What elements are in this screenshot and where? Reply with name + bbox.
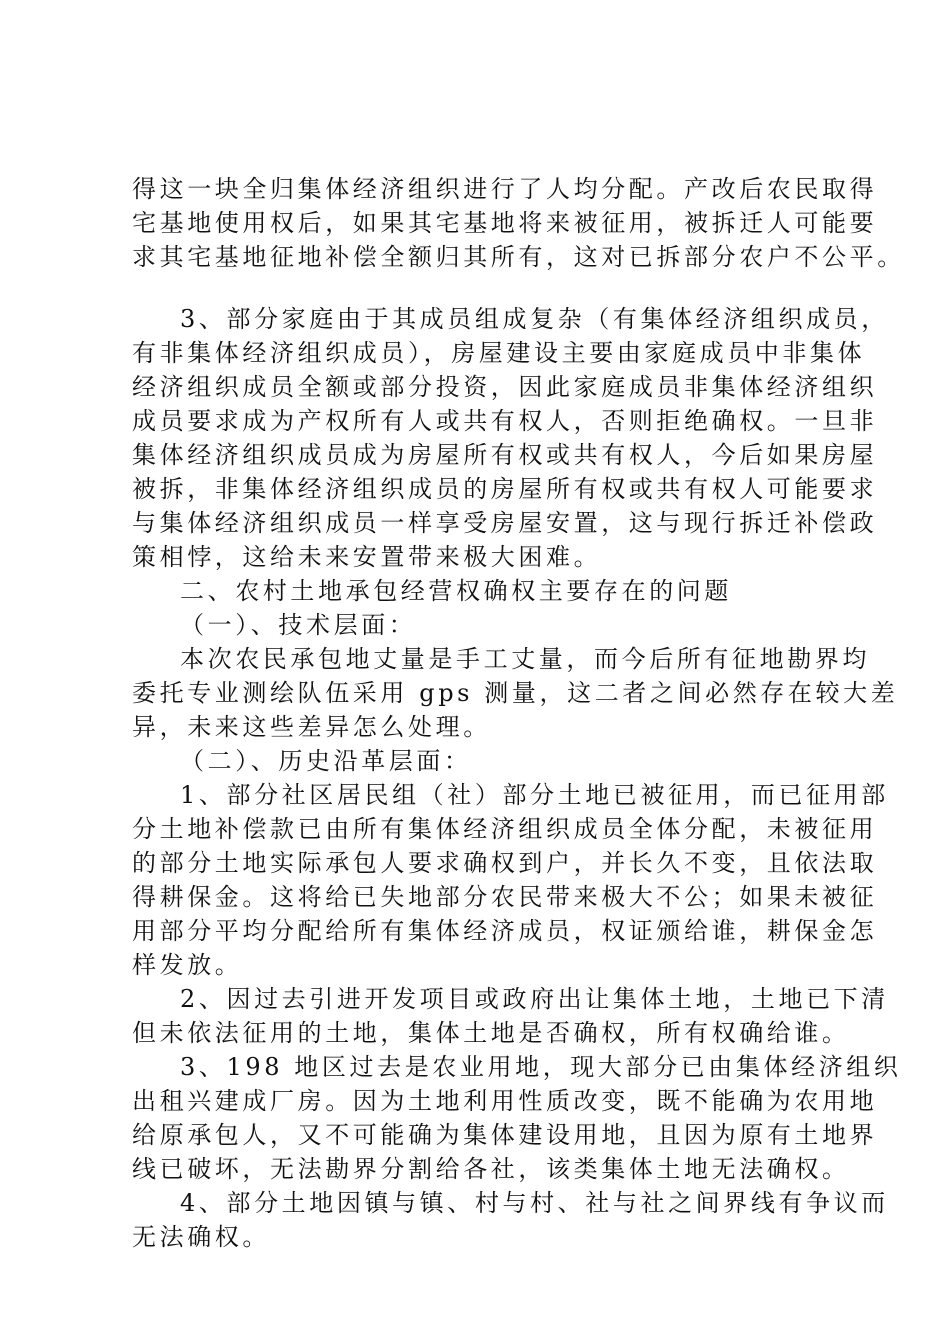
section-heading: 二、农村土地承包经营权确权主要存在的问题 [180, 577, 732, 605]
paragraph-line: 样发放。 [132, 951, 243, 979]
paragraph-line: 宅基地使用权后，如果其宅基地将来被征用，被拆迁人可能要 [132, 209, 878, 237]
paragraph-line: 3、部分家庭由于其成员组成复杂（有集体经济组织成员， [180, 305, 889, 333]
paragraph-line: 成员要求成为产权所有人或共有权人，否则拒绝确权。一旦非 [132, 407, 878, 435]
paragraph-line: 用部分平均分配给所有集体经济成员，权证颁给谁，耕保金怎 [132, 917, 878, 945]
paragraph-line: 与集体经济组织成员一样享受房屋安置，这与现行拆迁补偿政 [132, 509, 878, 537]
paragraph-line: 被拆，非集体经济组织成员的房屋所有权或共有权人可能要求 [132, 475, 878, 503]
paragraph-line: 线已破坏，无法勘界分割给各社，该类集体土地无法确权。 [132, 1155, 850, 1183]
paragraph-line: 无法确权。 [132, 1223, 270, 1251]
paragraph-line: 经济组织成员全额或部分投资，因此家庭成员非集体经济组织 [132, 373, 878, 401]
paragraph-line: 给原承包人，又不可能确为集体建设用地，且因为原有土地界 [132, 1121, 878, 1149]
paragraph-line: 有非集体经济组织成员），房屋建设主要由家庭成员中非集体 [132, 339, 866, 367]
paragraph-line: 1、部分社区居民组（社）部分土地已被征用，而已征用部 [180, 781, 889, 809]
paragraph-line: 得这一块全归集体经济组织进行了人均分配。产改后农民取得 [132, 175, 878, 203]
subsection-heading: （二）、历史沿革层面： [180, 747, 472, 775]
paragraph-line: 2、因过去引进开发项目或政府出让集体土地，土地已下清 [180, 985, 889, 1013]
paragraph-line: 本次农民承包地丈量是手工丈量，而今后所有征地勘界均 [180, 645, 870, 673]
paragraph-line: 异，未来这些差异怎么处理。 [132, 713, 491, 741]
subsection-heading: （一）、技术层面： [180, 611, 417, 639]
paragraph-line: 委托专业测绘队伍采用 gps 测量，这二者之间必然存在较大差 [132, 679, 899, 707]
paragraph-line: 得耕保金。这将给已失地部分农民带来极大不公；如果未被征 [132, 883, 878, 911]
paragraph-line: 4、部分土地因镇与镇、村与村、社与社之间界线有争议而 [180, 1189, 889, 1217]
paragraph-line: 求其宅基地征地补偿全额归其所有，这对已拆部分农户不公平。 [132, 243, 905, 271]
paragraph-line: 3、198 地区过去是农业用地，现大部分已由集体经济组织 [180, 1053, 902, 1081]
paragraph-line: 出租兴建成厂房。因为土地利用性质改变，既不能确为农用地 [132, 1087, 878, 1115]
paragraph-line: 集体经济组织成员成为房屋所有权或共有权人，今后如果房屋 [132, 441, 878, 469]
paragraph-line: 的部分土地实际承包人要求确权到户，并长久不变，且依法取 [132, 849, 878, 877]
paragraph-line: 分土地补偿款已由所有集体经济组织成员全体分配，未被征用 [132, 815, 878, 843]
paragraph-line: 但未依法征用的土地，集体土地是否确权，所有权确给谁。 [132, 1019, 850, 1047]
paragraph-line: 策相悖，这给未来安置带来极大困难。 [132, 543, 602, 571]
